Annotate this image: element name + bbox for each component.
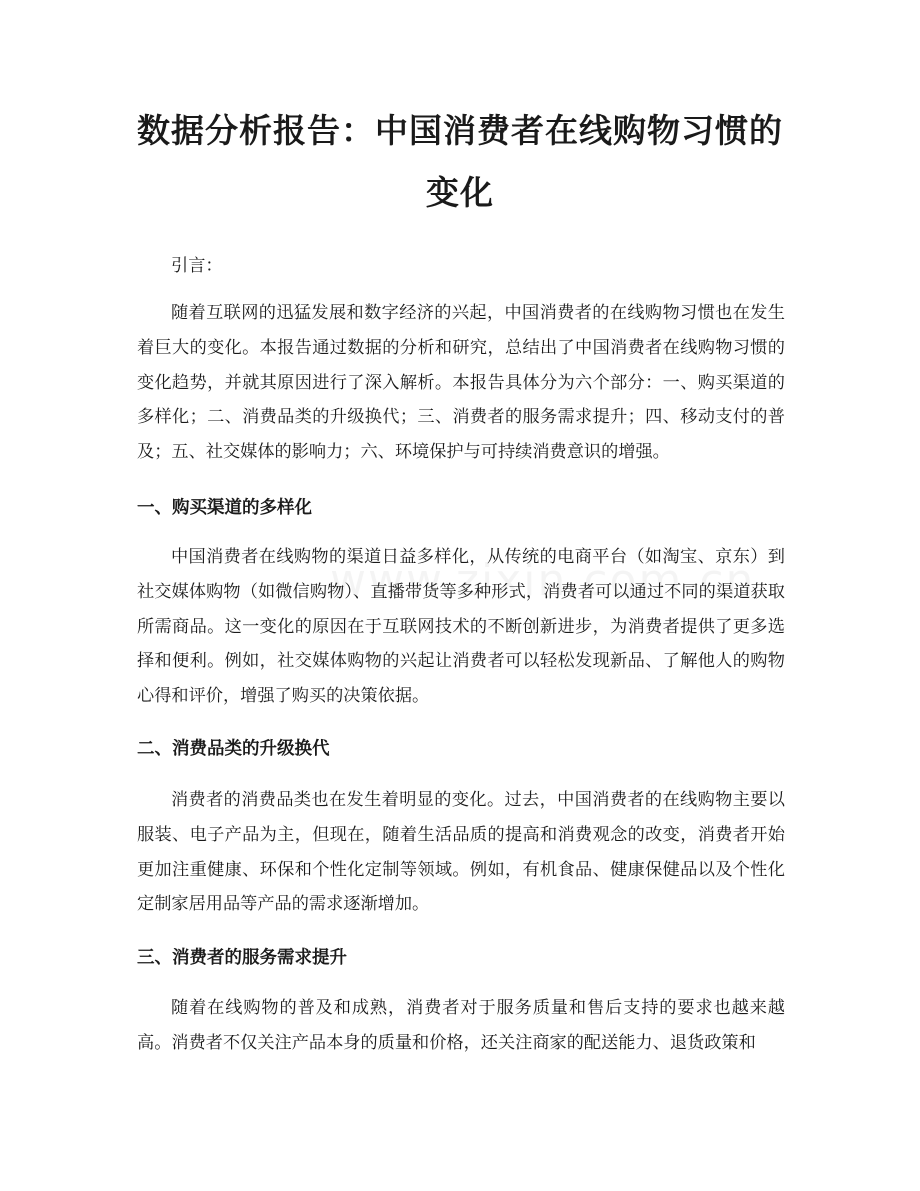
section-paragraph-3: 随着在线购物的普及和成熟，消费者对于服务质量和售后支持的要求也越来越高。消费者不仅关注产品本身的质量和价格，还关注商家的配送能力、退货政策和: [137, 998, 785, 1053]
section-paragraph-2: 消费者的消费品类也在发生着明显的变化。过去，中国消费者的在线购物主要以服装、电子产品为主，但现在，随着生活品质的提高和消费观念的改变，消费者开始更加注重健康、环保和个性化定制等领域。例如，有机食品、健康保健品以及个性化定制家居用品等产品的需求逐渐增加。: [137, 790, 785, 915]
section-heading-1: 一、购买渠道的多样化: [137, 498, 312, 518]
section-heading-3: 三、消费者的服务需求提升: [137, 948, 347, 968]
document-title: 数据分析报告：中国消费者在线购物习惯的变化: [137, 111, 783, 212]
section-heading-2: 二、消费品类的升级换代: [137, 739, 330, 759]
intro-paragraph: 随着互联网的迅猛发展和数字经济的兴起，中国消费者的在线购物习惯也在发生着巨大的变化。本报告通过数据的分析和研究，总结出了中国消费者在线购物习惯的变化趋势，并就其原因进行了深入解析。本报告具体分为六个部分：一、购买渠道的多样化；二、消费品类的升级换代；三、消费者的服务需求提升；四、移动支付的普及；五、社交媒体的影响力；六、环境保护与可持续消费意识的增强。: [137, 303, 785, 463]
section-paragraph-1: 中国消费者在线购物的渠道日益多样化，从传统的电商平台（如淘宝、京东）到社交媒体购物（如微信购物）、直播带货等多种形式，消费者可以通过不同的渠道获取所需商品。这一变化的原因在于互联网技术的不断创新进步，为消费者提供了更多选择和便利。例如，社交媒体购物的兴起让消费者可以轻松发现新品、了解他人的购物心得和评价，增强了购买的决策依据。: [137, 547, 785, 707]
intro-label: 引言：: [171, 256, 223, 276]
